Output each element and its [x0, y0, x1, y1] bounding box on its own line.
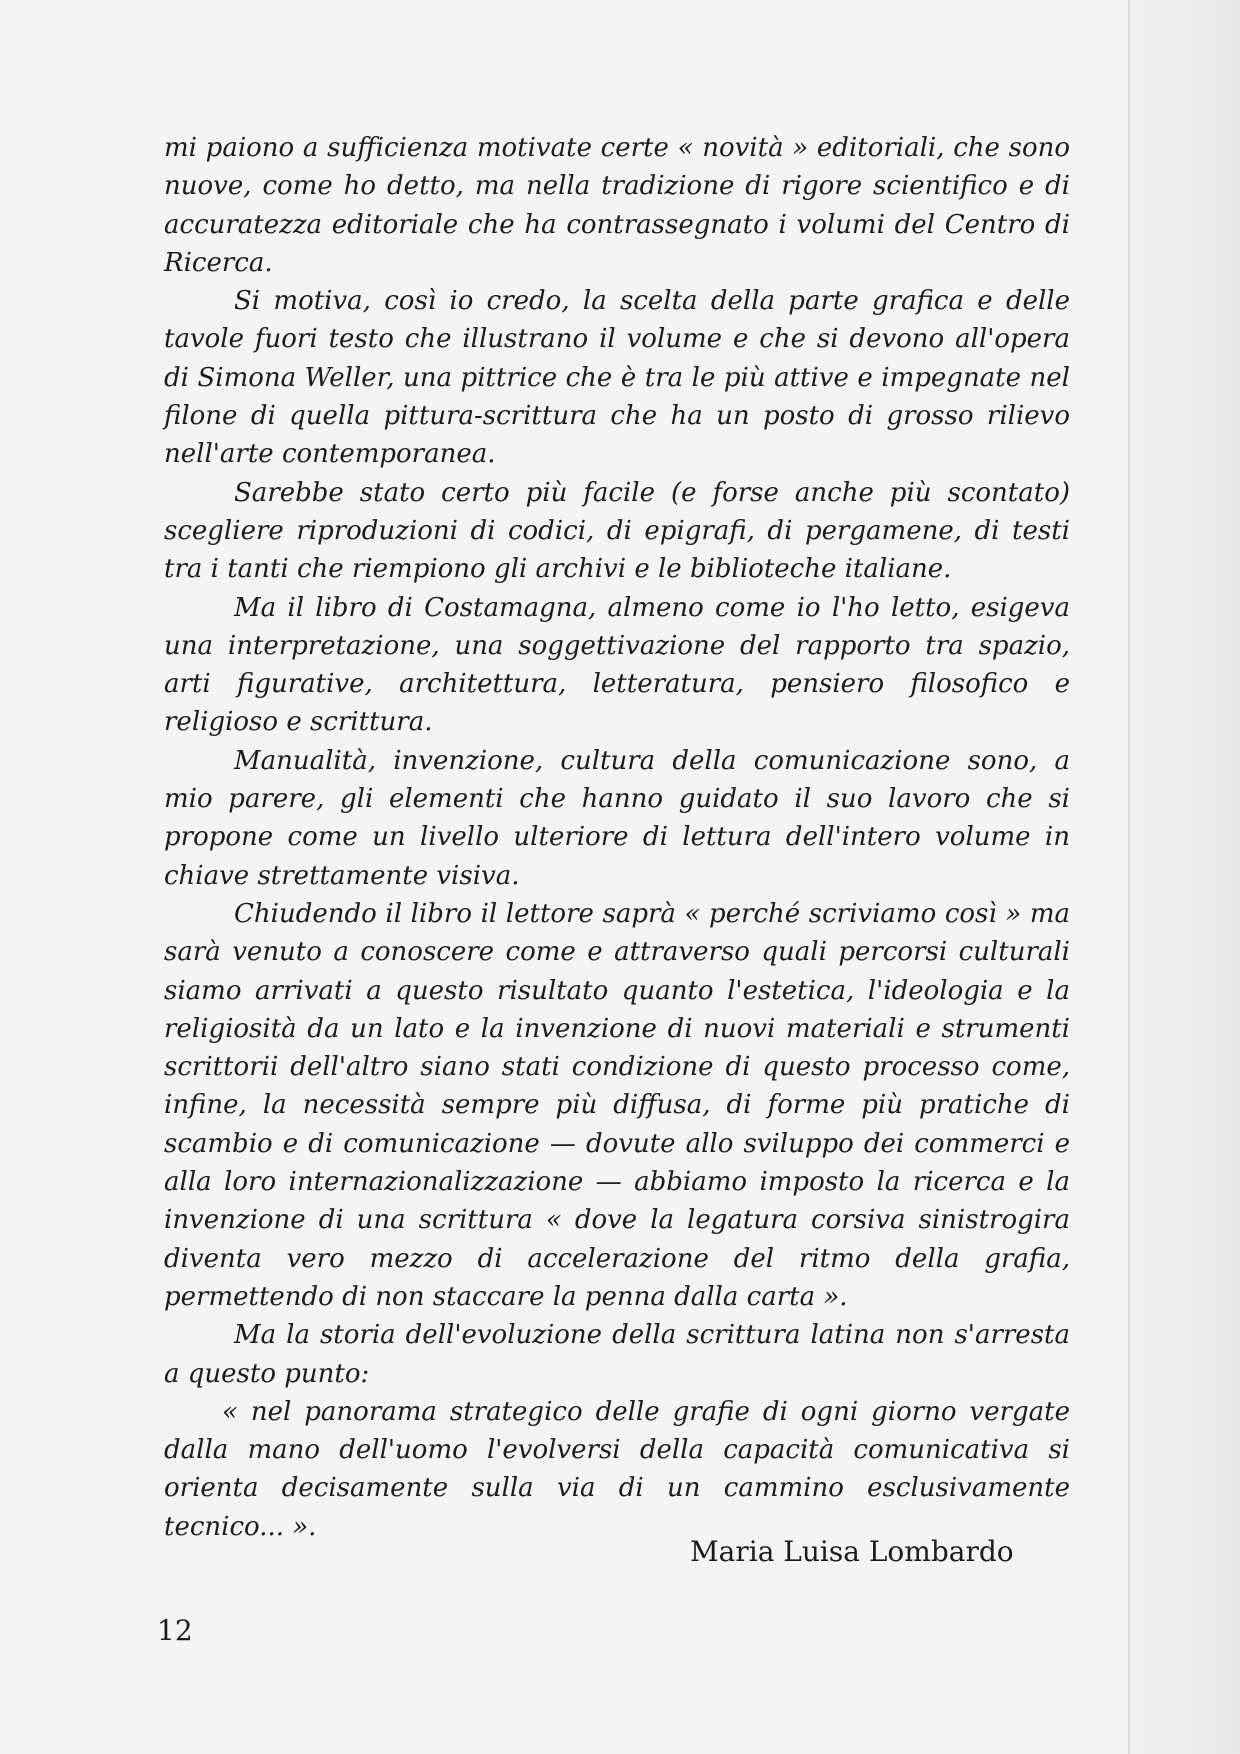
- paragraph-1: mi paiono a sufficienza motivate certe « novità » editoriali, che sono nuove, come ho detto, ma nella tradizione di rigore scientifico e di accuratezza editoriale che ha contrassegnato i volumi del Centro di Ricerca.: [164, 133, 1070, 278]
- paragraph-5: Manualità, invenzione, cultura della comunicazione sono, a mio parere, gli elementi che hanno guidato il suo lavoro che si propone come un livello ulteriore di lettura dell'intero volume in chiave strettamente visiva.: [164, 745, 1070, 891]
- page-fold-line: [1128, 0, 1130, 1754]
- author-signature: Maria Luisa Lombardo: [690, 1535, 1014, 1568]
- page-number: 12: [157, 1614, 193, 1647]
- paragraph-7: Ma la storia dell'evoluzione della scrittura latina non s'arresta a questo punto:: [164, 1320, 1070, 1389]
- paragraph-6: Chiudendo il libro il lettore saprà « perché scriviamo così » ma sarà venuto a conoscere come e attraverso quali percorsi culturali siamo arrivati a questo risultato quanto l'estetica, l'ideologia e la religiosità da un lato e la invenzione di nuovi materiali e strumenti scrittorii dell'altro siano stati condizione di questo processo come, infine, la necessità sempre più diffusa, di forme più pratiche di scambio e di comunicazione — dovute allo sviluppo dei commerci e alla loro internazionalizzazione — abbiamo imposto la ricerca e la invenzione di una scrittura « dove la legatura corsiva sinistrogira diventa vero mezzo di accelerazione del ritmo della grafia, permettendo di non staccare la penna dalla carta ».: [164, 898, 1070, 1312]
- paragraph-4: Ma il libro di Costamagna, almeno come io l'ho letto, esigeva una interpretazione, una soggettivazione del rapporto tra spazio, arti figurative, architettura, letteratura, pensiero filosofico e religioso e scrittura.: [164, 592, 1070, 738]
- paragraph-3: Sarebbe stato certo più facile (e forse anche più scontato) scegliere riproduzioni di codici, di epigrafi, di pergamene, di testi tra i tanti che riempiono gli archivi e le biblioteche italiane.: [164, 477, 1070, 585]
- paragraph-2: Si motiva, così io credo, la scelta della parte grafica e delle tavole fuori testo che illustrano il volume e che si devono all'opera di Simona Weller, una pittrice che è tra le più attive e impegnate nel filone di quella pittura-scrittura che ha un posto di grosso rilievo nell'arte contemporanea.: [164, 286, 1070, 470]
- body-text: [164, 129, 1070, 1546]
- quotation-paragraph: « nel panorama strategico delle grafie di ogni giorno vergate dalla mano dell'uomo l'evolversi della capacità comunicativa si orienta decisamente sulla via di un cammino esclusivamente tecnico... ».: [164, 1396, 1070, 1542]
- page-right-margin: [1105, 0, 1240, 1754]
